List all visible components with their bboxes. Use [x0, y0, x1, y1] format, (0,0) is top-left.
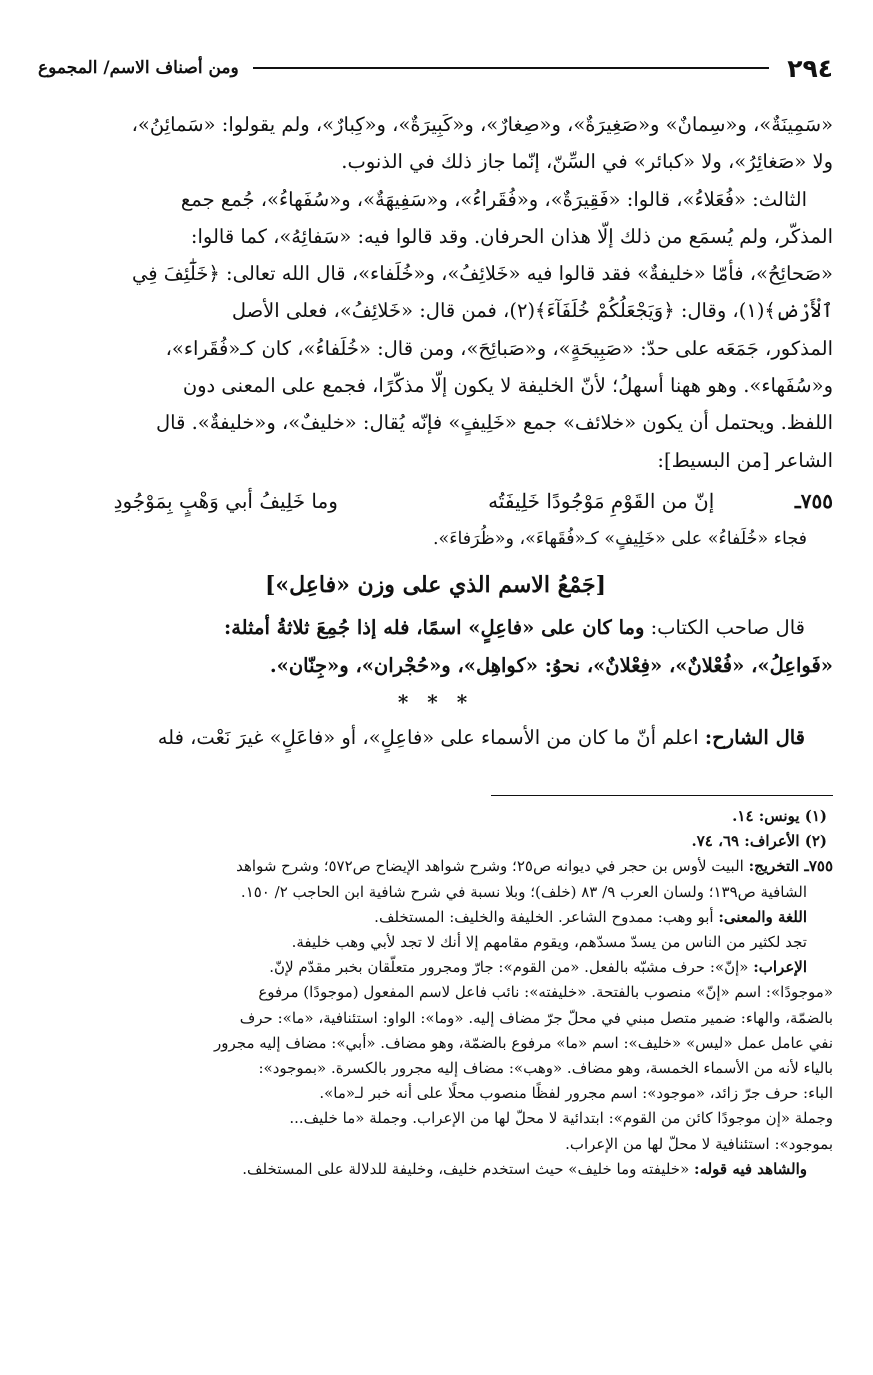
page-number: ٢٩٤: [787, 53, 833, 83]
lugha-text-2: تجد لكثير من الناس من يسدّ مسدّهم، ويقوم مقامهم إلا أنك لا تجد لأبي وهب خليفة.: [291, 932, 807, 951]
text-line: اللفظ. ويحتمل أن يكون «خلائف» جمع «خَلِيفٍ» فإنّه يُقال: «خليفٌ»، و«خليفةٌ». قال: [155, 411, 833, 435]
matn-bold-1: وما كان على «فاعِلٍ» اسمًا، فله إذا جُمِعَ ثلاثةُ أمثلة:: [224, 615, 645, 639]
verse-first-hemistich: إنّ من القَوْمِ مَوْجُودًا خَلِيفَتُه: [488, 488, 715, 513]
footnote-1: (١) يونس: ١٤.: [732, 806, 827, 825]
main-text: [38, 106, 833, 479]
irab-line: الباء: حرف جرّ زائد، «موجود»: اسم مجرور لفظًا منصوب محلًا على أنه خبر لـ«ما».: [319, 1084, 833, 1103]
text-line: المذكور، جَمَعَه على حدّ: «صَبِيحَةٍ»، و«صَبائِحَ»، ومن قال: «خُلَفاءُ»، كان كـ«فُقَراء»،: [165, 336, 833, 360]
footnotes: [38, 804, 833, 1182]
footnote-rule: [491, 795, 833, 796]
takhrij-label: ٧٥٥ـ التخريج:: [748, 857, 833, 876]
verse-number: ٧٥٥ـ: [794, 488, 833, 513]
irab-line: نفي عامل عمل «ليس» «خليف»: اسم «ما» مرفوع بالضمّة، وهو مضاف. «أبي»: مضاف إليه مجرور: [214, 1033, 833, 1052]
matn-block: [38, 609, 833, 685]
lugha-text-1: أبو وهب: ممدوح الشاعر. الخليفة والخليف: المستخلف.: [374, 907, 714, 926]
shahid-label: والشاهد فيه قوله:: [694, 1159, 807, 1178]
lugha-label: اللغة والمعنى:: [718, 907, 807, 926]
header-rule: [253, 67, 769, 69]
separator-stars: * * *: [397, 689, 474, 714]
irab-line: بموجود»: استئنافية لا محلّ لها من الإعراب.: [565, 1134, 833, 1153]
text-line: المذكّر، ولم يُسمَع من ذلك إلّا هذان الحرفان. وقد قالوا فيه: «سَفائِهُ»، كما قالوا:: [190, 224, 833, 248]
shahid-text: «خليفته وما خليف» حيث استخدم خليف، وخليفة للدلالة على المستخلف.: [242, 1159, 690, 1178]
takhrij-text-2: الشافية ص١٣٩؛ ولسان العرب ٩/ ٨٣ (خلف)؛ وبلا نسبة في شرح شافية ابن الحاجب ٢/ ١٥٠.: [240, 882, 807, 901]
text-line: ٱلْأَرْضِ﴾(١)، وقال: ﴿وَيَجْعَلُكُمْ خُلَفَآءَ﴾(٢)، فمن قال: «خَلائِفُ»، فعلى الأصل: [231, 299, 833, 323]
irab-line: «إنّ»: حرف مشبّه بالفعل. «من القوم»: جارّ ومجرور متعلّقان بخبر مقدّم لإنّ.: [269, 958, 749, 977]
text-line: «سَمِينَةٌ»، و«سِمانٌ» و«صَغِيرَةٌ»، و«صِغارٌ»، و«كَبِيرَةٌ»، و«كِبارٌ»، ولم يقولوا: «سَمائِنُ»،: [131, 113, 833, 136]
text-line: ولا «صَغائِرُ»، ولا «كبائر» في السِّنّ، إنّما جاز ذلك في الذنوب.: [341, 150, 833, 174]
poetry-verse: [38, 481, 833, 521]
matn-bold-2: «فَواعِلُ»، «فُعْلانٌ»، «فِعْلانٌ»، نحوُ: «كواهِل»، و«حُجْران»، و«جِنّان».: [269, 653, 833, 677]
sharh-lead: قال الشارح:: [704, 725, 805, 749]
text-line: و«سُفَهاء». وهو ههنا أسهلُ؛ لأنّ الخليفة لا يكون إلّا مذكّرًا، فجمع على المعنى دون: [182, 374, 833, 398]
irab-line: بالياء لأنه من الأسماء الخمسة، وهو مضاف. «وهب»: مضاف إليه مجرور بالكسرة. «بموجود»:: [258, 1059, 833, 1077]
after-verse-text: فجاء «خُلَفاءُ» على «خَلِيفٍ» كـ«فُقَهاءَ»، و«ظُرَفاءَ».: [432, 528, 807, 549]
book-page: [38, 48, 833, 1182]
irab-line: بالضمّة، والهاء: ضمير متصل مبني في محلّ جرّ مضاف إليه. «وما»: الواو: استئنافية، «ما»: حرف: [239, 1008, 833, 1027]
sharh-line: [38, 719, 833, 757]
irab-label: الإعراب:: [753, 958, 807, 977]
verse-second-hemistich: وما خَلِيفُ أبي وَهْبٍ بِمَوْجُودِ: [113, 488, 338, 513]
text-line: الشاعر [من البسيط]:: [657, 448, 833, 472]
footnote-2: (٢) الأعراف: ٦٩، ٧٤.: [691, 832, 827, 851]
text-line: الثالث: «فُعَلاءُ»، قالوا: «فَقِيرَةٌ»، و«فُقَراءُ»، و«سَفِيهَةٌ»، و«سُفَهاءُ»، جُمع جمع: [180, 187, 807, 211]
section-title: [جَمْعُ الاسم الذي على وزن «فاعِل»]: [264, 571, 607, 598]
page-header: [38, 48, 833, 88]
matn-lead: قال صاحب الكتاب:: [650, 615, 805, 639]
takhrij-text-1: البيت لأوس بن حجر في ديوانه ص٢٥؛ وشرح شواهد الإيضاح ص٥٧٢؛ وشرح شواهد: [236, 857, 744, 876]
running-title: ومن أصناف الاسم/ المجموع: [38, 58, 239, 78]
text-line: «صَحائِحُ»، فأمّا «خليفةٌ» فقد قالوا فيه «خَلائِفُ»، و«خُلَفاء»، قال الله تعالى: ﴿خَلَٰٓئِفَ فِي: [132, 262, 833, 286]
irab-line: وجملة «إن موجودًا كائن من القوم»: ابتدائية لا محلّ لها من الإعراب. وجملة «ما خليف...: [289, 1109, 833, 1128]
irab-line: «موجودًا»: اسم «إنّ» منصوب بالفتحة. «خليفته»: نائب فاعل لاسم المفعول (موجودًا) مرفوع: [258, 983, 833, 1002]
sharh-text: اعلم أنّ ما كان من الأسماء على «فاعِلٍ»، أو «فاعَلٍ» غيرَ نَعْت، فله: [157, 725, 699, 749]
